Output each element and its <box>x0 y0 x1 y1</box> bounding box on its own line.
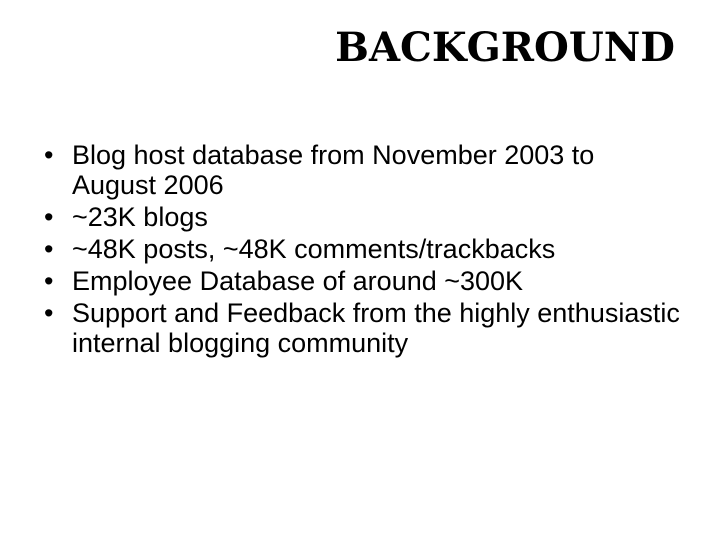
bullet-text: ~48K posts, ~48K comments/trackbacks <box>72 234 556 264</box>
bullet-icon: • <box>44 202 54 232</box>
bullet-list <box>44 140 684 360</box>
bullet-icon: • <box>44 266 54 296</box>
bullet-item <box>44 202 684 232</box>
bullet-item <box>44 298 684 358</box>
bullet-item <box>44 266 684 296</box>
bullet-icon: • <box>44 140 54 170</box>
bullet-icon: • <box>44 298 54 328</box>
bullet-text: Employee Database of around ~300K <box>72 266 524 296</box>
bullet-text: Support and Feedback from the highly enthusiastic internal blogging community <box>72 298 680 358</box>
bullet-text: Blog host database from November 2003 to August 2006 <box>72 140 595 200</box>
bullet-item <box>44 140 684 200</box>
slide-title: BACKGROUND <box>335 24 675 71</box>
bullet-icon: • <box>44 234 54 264</box>
bullet-text: ~23K blogs <box>72 202 208 232</box>
bullet-item <box>44 234 684 264</box>
